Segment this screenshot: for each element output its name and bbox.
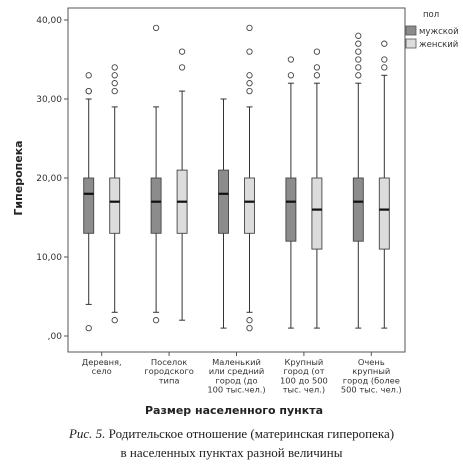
outlier-point	[86, 73, 91, 78]
outlier-point	[247, 25, 252, 30]
figure-caption-label: Рис. 5.	[68, 426, 106, 441]
x-category-label-line: город (от	[283, 366, 325, 377]
x-axis-category-labels	[82, 352, 402, 395]
box-iqr	[379, 178, 389, 249]
plot-area	[68, 8, 405, 352]
outlier-point	[314, 65, 319, 70]
legend	[406, 10, 459, 50]
x-category-label-line: 100 тыс.чел.)	[207, 384, 266, 395]
legend-label-male: мужской	[419, 27, 459, 37]
x-category-label-line: город (до	[215, 375, 258, 386]
outlier-point	[153, 25, 158, 30]
x-category-label-line: Маленький	[212, 357, 261, 367]
outlier-point	[86, 88, 91, 93]
outlier-point	[247, 88, 252, 93]
outlier-point	[247, 73, 252, 78]
box-iqr	[245, 178, 255, 233]
box-iqr	[151, 178, 161, 233]
outlier-point	[288, 57, 293, 62]
outlier-point	[112, 73, 117, 78]
figure-caption-line-1	[0, 426, 463, 442]
legend-label-female: женский	[419, 40, 459, 50]
x-category-label-line: типа	[158, 375, 180, 386]
box-iqr	[353, 178, 363, 241]
legend-swatch-male	[406, 26, 416, 35]
legend-title: пол	[423, 10, 440, 20]
outlier-point	[112, 65, 117, 70]
x-category-label-line: 100 до 500	[280, 375, 328, 386]
outlier-point	[356, 49, 361, 54]
x-category-label-line: город (более	[342, 375, 400, 386]
x-category-label-line: Крупный	[284, 357, 324, 367]
outlier-point	[356, 73, 361, 78]
outlier-point	[86, 325, 91, 330]
outlier-point	[153, 318, 158, 323]
outlier-point	[288, 73, 293, 78]
x-category-label-line: тыс. чел.)	[282, 384, 326, 395]
outlier-point	[112, 81, 117, 86]
y-tick-label: 30,00	[36, 95, 62, 105]
outlier-point	[112, 318, 117, 323]
box-iqr	[312, 178, 322, 249]
x-category-label-line: Деревня,	[81, 357, 122, 367]
outlier-point	[382, 41, 387, 46]
y-tick-label: 10,00	[36, 253, 62, 263]
outlier-point	[356, 65, 361, 70]
x-category-label-line: Очень	[357, 357, 385, 367]
outlier-point	[356, 57, 361, 62]
box-iqr	[219, 170, 229, 233]
y-axis-title: Гиперопека	[12, 140, 25, 216]
outlier-point	[247, 81, 252, 86]
outlier-point	[356, 33, 361, 38]
figure-caption-line-2: в населенных пунктах разной величины	[120, 445, 343, 460]
outlier-point	[382, 65, 387, 70]
x-category-label-line: село	[91, 366, 112, 377]
outlier-point	[382, 57, 387, 62]
y-tick-label: 20,00	[36, 174, 62, 184]
outlier-point	[179, 49, 184, 54]
box-iqr	[110, 178, 120, 233]
outlier-point	[112, 88, 117, 93]
y-axis-ticks	[36, 16, 68, 342]
outlier-point	[179, 65, 184, 70]
figure-caption-text: Родительское отношение (материнская гиперопека)	[105, 426, 395, 441]
outlier-point	[314, 73, 319, 78]
x-category-label-line: Поселок	[150, 357, 188, 367]
y-tick-label: ,00	[47, 332, 62, 342]
legend-swatch-female	[406, 39, 416, 48]
box-iqr	[84, 178, 94, 233]
outlier-point	[247, 318, 252, 323]
outlier-point	[356, 41, 361, 46]
x-category-label-line: 500 тыс. чел.)	[340, 384, 402, 395]
outlier-point	[247, 49, 252, 54]
x-category-label-line: крупный	[352, 366, 391, 377]
outlier-point	[314, 49, 319, 54]
x-category-label-line: городского	[144, 366, 194, 377]
outlier-point	[247, 325, 252, 330]
x-axis-title: Размер населенного пункта	[144, 404, 324, 417]
box-iqr	[286, 178, 296, 241]
y-tick-label: 40,00	[36, 16, 62, 26]
x-category-label-line: или средний	[208, 366, 265, 377]
